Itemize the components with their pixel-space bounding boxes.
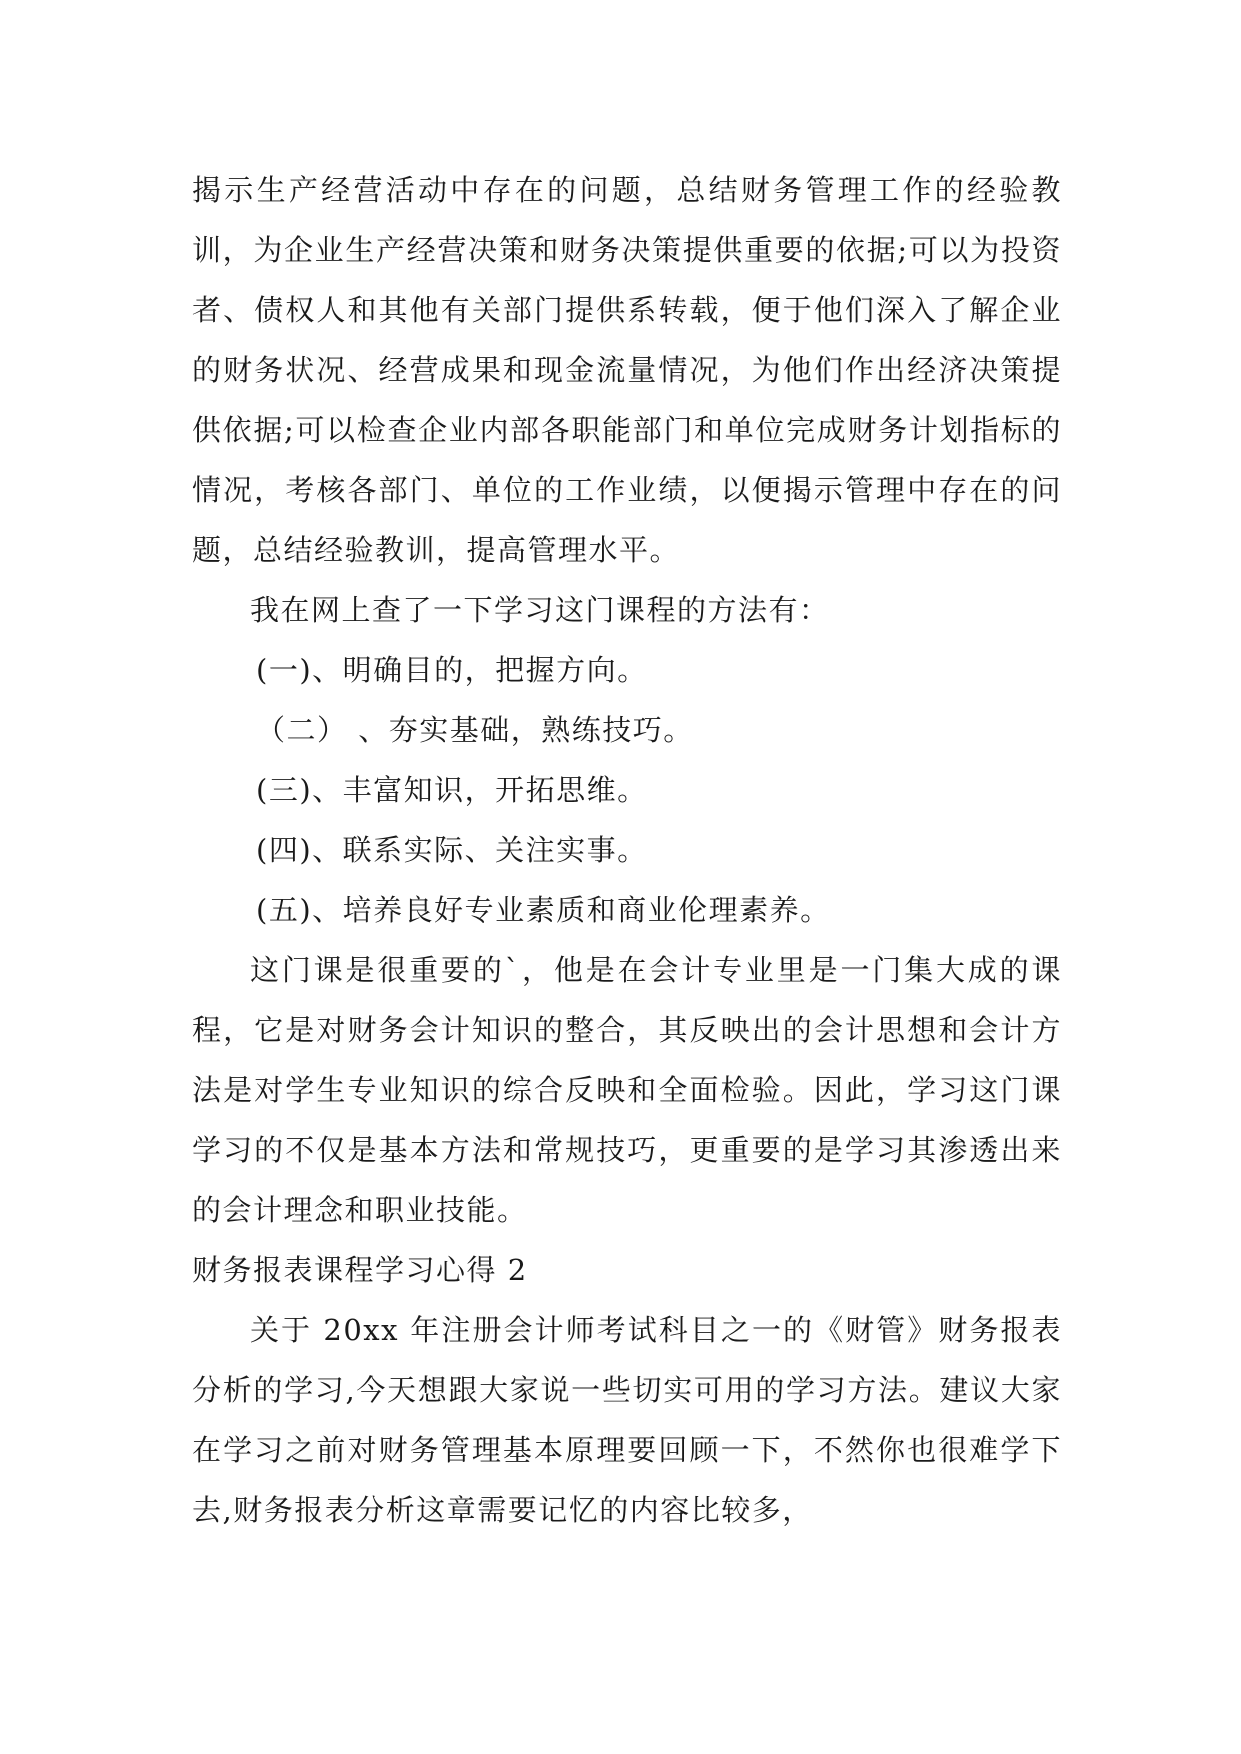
- paragraph-importance: 这门课是很重要的`，他是在会计专业里是一门集大成的课程，它是对财务会计知识的整合，其反映出的会计思想和会计方法是对学生专业知识的综合反映和全面检验。因此，学习这门课学习的不仅是基本方法和常规技巧，更重要的是学习其渗透出来的会计理念和职业技能。: [192, 953, 1062, 1227]
- methods-list: [192, 640, 1062, 940]
- list-item: （二） 、夯实基础，熟练技巧。: [256, 713, 694, 747]
- list-item: (三)、丰富知识，开拓思维。: [256, 773, 648, 807]
- paragraph-cpa-exam: 关于 20xx 年注册会计师考试科目之一的《财管》财务报表分析的学习,今天想跟大家说一些切实可用的学习方法。建议大家在学习之前对财务管理基本原理要回顾一下，不然你也很难学下去,财务报表分析这章需要记忆的内容比较多，: [192, 1313, 1062, 1527]
- list-item: (四)、联系实际、关注实事。: [256, 833, 648, 867]
- paragraph-methods-intro: 我在网上查了一下学习这门课程的方法有：: [250, 593, 830, 627]
- list-item: (一)、明确目的，把握方向。: [256, 653, 648, 687]
- section-heading: 财务报表课程学习心得 2: [192, 1253, 528, 1287]
- document-body: [192, 160, 1062, 1540]
- list-item: (五)、培养良好专业素质和商业伦理素养。: [256, 893, 831, 927]
- paragraph-purpose: 揭示生产经营活动中存在的问题，总结财务管理工作的经验教训，为企业生产经营决策和财务决策提供重要的依据;可以为投资者、债权人和其他有关部门提供系转载，便于他们深入了解企业的财务状况、经营成果和现金流量情况，为他们作出经济决策提供依据;可以检查企业内部各职能部门和单位完成财务计划指标的情况，考核各部门、单位的工作业绩，以便揭示管理中存在的问题，总结经验教训，提高管理水平。: [192, 173, 1062, 567]
